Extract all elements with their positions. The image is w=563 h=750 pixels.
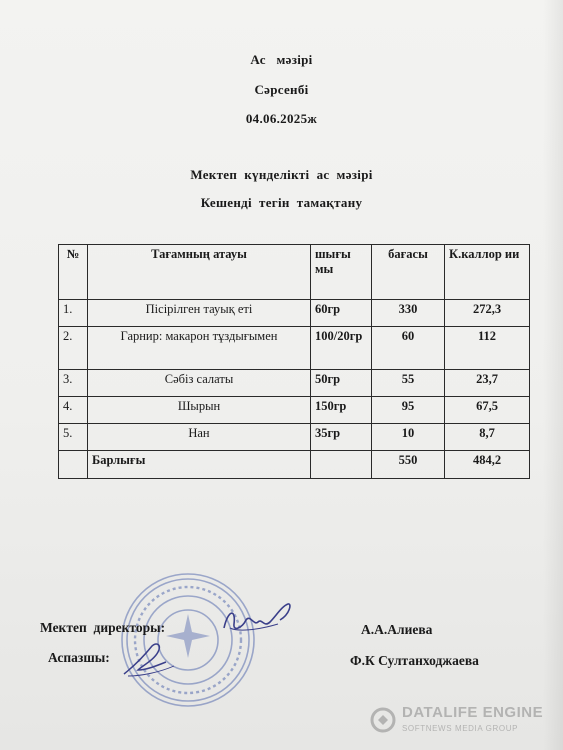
header-num: № [59, 245, 88, 300]
total-price: 550 [372, 451, 445, 479]
watermark-brand: DATALIFE ENGINE [402, 704, 544, 721]
cell-name: Сәбіз салаты [88, 370, 311, 397]
cell-num-empty [59, 451, 88, 479]
cell-calories: 112 [445, 327, 530, 370]
datalife-logo-icon [370, 707, 396, 733]
cell-name: Гарнир: макарон тұздығымен [88, 327, 311, 370]
cell-name: Нан [88, 424, 311, 451]
cell-qty: 35гр [311, 424, 372, 451]
cell-price: 60 [372, 327, 445, 370]
weekday: Сәрсенбі [254, 82, 309, 97]
cell-qty: 60гр [311, 300, 372, 327]
header-qty: шығы мы [311, 245, 372, 300]
header-calories: К.каллор ии [445, 245, 530, 300]
watermark [370, 703, 550, 743]
cell-price: 55 [372, 370, 445, 397]
table-total-row [59, 451, 530, 479]
cell-calories: 23,7 [445, 370, 530, 397]
director-name: А.А.Алиева [361, 622, 433, 637]
cell-num: 4. [59, 397, 88, 424]
director-signature-icon [218, 598, 298, 642]
cell-price: 10 [372, 424, 445, 451]
cell-qty: 50гр [311, 370, 372, 397]
table-row [59, 300, 530, 327]
menu-table [58, 244, 530, 479]
cook-label: Аспазшы: [48, 650, 110, 665]
cell-price: 330 [372, 300, 445, 327]
cell-num: 2. [59, 327, 88, 370]
cell-num: 3. [59, 370, 88, 397]
menu-title: Ас мәзірі [250, 52, 313, 67]
table-row [59, 327, 530, 370]
total-label: Барлығы [88, 451, 311, 479]
table-row [59, 397, 530, 424]
cell-price: 95 [372, 397, 445, 424]
header-price: бағасы [372, 245, 445, 300]
cell-qty: 100/20гр [311, 327, 372, 370]
header-name: Тағамның атауы [88, 245, 311, 300]
table-row [59, 424, 530, 451]
cook-signature-icon [120, 636, 180, 680]
cell-num: 5. [59, 424, 88, 451]
date: 04.06.2025ж [245, 111, 318, 126]
cell-qty: 150гр [311, 397, 372, 424]
cook-name: Ф.К Султанходжаева [350, 653, 479, 668]
cell-name: Шырын [88, 397, 311, 424]
cell-num: 1. [59, 300, 88, 327]
cell-calories: 8,7 [445, 424, 530, 451]
table-row [59, 370, 530, 397]
total-calories: 484,2 [445, 451, 530, 479]
subtitle-free-meals: Кешенді тегін тамақтану [200, 195, 363, 210]
table-header-row [59, 245, 530, 300]
cell-name: Пісірілген тауық еті [88, 300, 311, 327]
cell-qty-empty [311, 451, 372, 479]
subtitle-daily-menu: Мектеп күнделікті ас мәзірі [190, 167, 373, 182]
director-label: Мектеп директоры: [40, 620, 166, 635]
cell-calories: 67,5 [445, 397, 530, 424]
cell-calories: 272,3 [445, 300, 530, 327]
watermark-subtext: SOFTNEWS MEDIA GROUP [402, 724, 519, 733]
